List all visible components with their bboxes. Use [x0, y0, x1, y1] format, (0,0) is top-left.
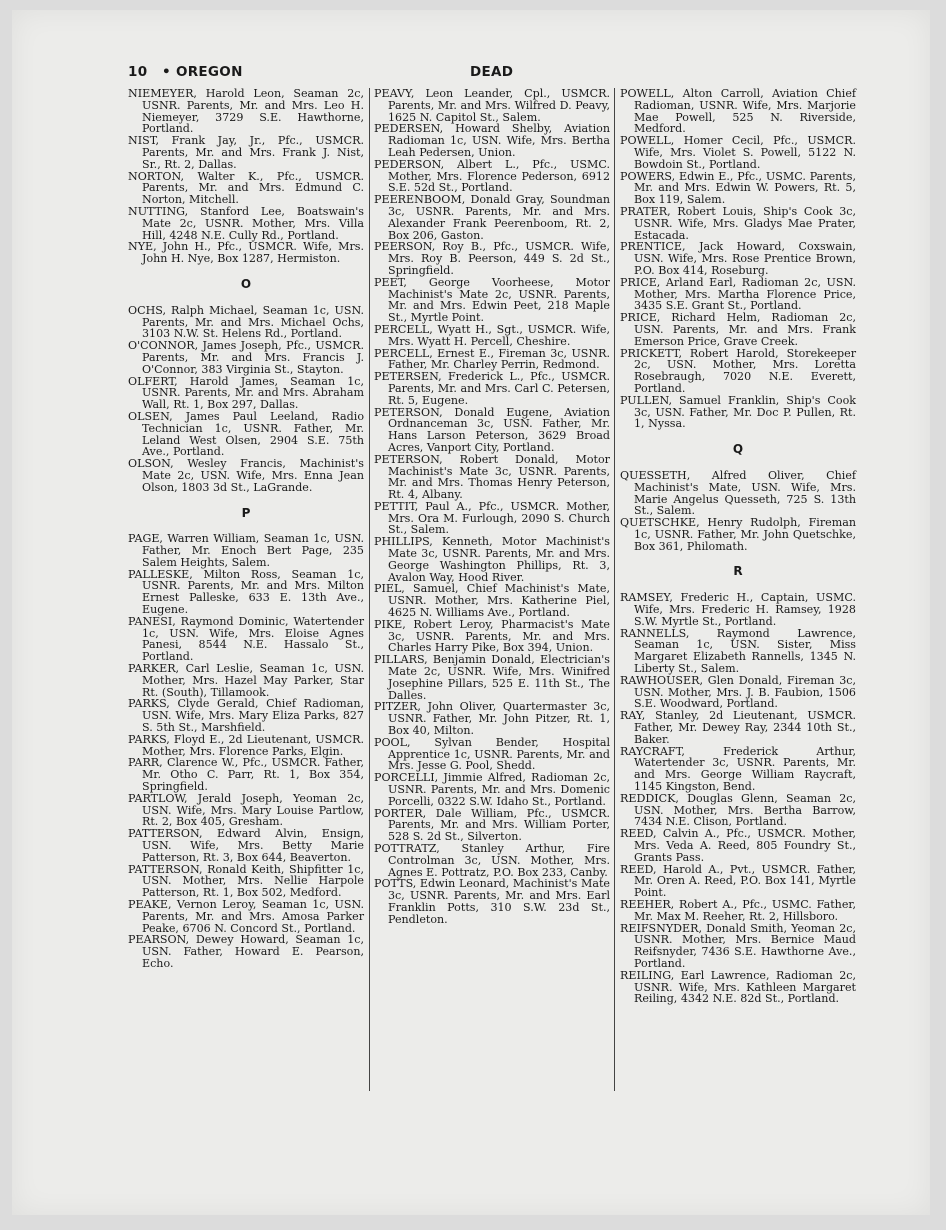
casualty-entry: NORTON, Walter K., Pfc., USMCR. Parents, Mr. and Mrs. Edmund C. Norton, Mitchell. [128, 169, 364, 207]
casualty-entry: OCHS, Ralph Michael, Seaman 1c, USN. Parents, Mr. and Mrs. Michael Ochs, 3103 N.W. St. Helens Rd., Portland. [128, 303, 364, 341]
casualty-entry: PRICE, Arland Earl, Radioman 2c, USN. Mother, Mrs. Martha Florence Price, 3435 S.E. Grant St., Portland. [620, 275, 856, 313]
casualty-entry: PEERSON, Roy B., Pfc., USMCR. Wife, Mrs. Roy B. Peerson, 449 S. 2d St., Springfield. [374, 240, 610, 277]
casualty-entry: REDDICK, Douglas Glenn, Seaman 2c, USN. Mother, Mrs. Bertha Barrow, 7434 N.E. Clison, Portland. [620, 791, 856, 829]
column-divider [369, 88, 370, 1091]
casualty-entry: PEAVY, Leon Leander, Cpl., USMCR. Parents, Mr. and Mrs. Wilfred D. Peavy, 1625 N. Capitol St., Salem. [374, 87, 610, 124]
casualty-entry: PEDERSEN, Howard Shelby, Aviation Radioman 1c, USN. Wife, Mrs. Bertha Leah Pedersen, Union. [374, 122, 610, 159]
casualty-entry: PANESI, Raymond Dominic, Watertender 1c, USN. Wife, Mrs. Eloise Agnes Panesi, 8544 N.E. Hassalo St., Portland. [128, 614, 364, 664]
casualty-entry: REED, Calvin A., Pfc., USMCR. Mother, Mrs. Veda A. Reed, 805 Foundry St., Grants Pass. [620, 827, 856, 864]
casualty-entry: REEHER, Robert A., Pfc., USMC. Father, Mr. Max M. Reeher, Rt. 2, Hillsboro. [620, 898, 856, 923]
casualty-entry: PETERSON, Donald Eugene, Aviation Ordnanceman 3c, USN. Father, Mr. Hans Larson Peterson, 3629 Broad Acres, Vanport City, Portland. [374, 405, 610, 454]
casualty-entry: POTTRATZ, Stanley Arthur, Fire Controlman 3c, USN. Mother, Mrs. Agnes E. Pottratz, P.O. Box 233, Canby. [374, 842, 610, 879]
casualty-entry: PULLEN, Samuel Franklin, Ship's Cook 3c, USN. Father, Mr. Doc P. Pullen, Rt. 1, Nyssa. [620, 393, 856, 431]
casualty-entry: RAY, Stanley, 2d Lieutenant, USMCR. Father, Mr. Dewey Ray, 2344 10th St., Baker. [620, 709, 856, 746]
letter-heading: R [733, 564, 743, 579]
casualty-entry: PARKER, Carl Leslie, Seaman 1c, USN. Mother, Mrs. Hazel May Parker, Star Rt. (South), Tillamook. [128, 662, 364, 699]
casualty-entry: PETTIT, Paul A., Pfc., USMCR. Mother, Mrs. Ora M. Furlough, 2090 S. Church St., Salem. [374, 499, 610, 537]
casualty-entry: PIEL, Samuel, Chief Machinist's Mate, USNR. Mother, Mrs. Katherine Piel, 4625 N. Williams Ave., Portland. [374, 582, 610, 620]
casualty-entry: PARTLOW, Jerald Joseph, Yeoman 2c, USN. Wife, Mrs. Mary Louise Partlow, Rt. 2, Box 405, Gresham. [128, 791, 364, 829]
casualty-entry: NIEMEYER, Harold Leon, Seaman 2c, USNR. Parents, Mr. and Mrs. Leo H. Niemeyer, 3729 S.E. Hawthorne, Portland. [128, 87, 364, 136]
casualty-entry: PRICE, Richard Helm, Radioman 2c, USN. Parents, Mr. and Mrs. Frank Emerson Price, Grave Creek. [620, 311, 856, 348]
casualty-entry: PERCELL, Wyatt H., Sgt., USMCR. Wife, Mrs. Wyatt H. Percell, Cheshire. [374, 322, 610, 348]
casualty-entry: POWELL, Homer Cecil, Pfc., USMCR. Wife, Mrs. Violet S. Powell, 5122 N. Bowdoin St., Portland. [620, 134, 856, 171]
casualty-entry: POOL, Sylvan Bender, Hospital Apprentice 1c, USNR. Parents, Mr. and Mrs. Jesse G. Pool, Shedd. [374, 735, 610, 773]
casualty-entry: QUESSETH, Alfred Oliver, Chief Machinist's Mate, USN. Wife, Mrs. Marie Angelus Quesseth, 725 S. 13th St., Salem. [620, 468, 856, 518]
casualty-entry: PRICKETT, Robert Harold, Storekeeper 2c, USN. Mother, Mrs. Loretta Rosebraugh, 7020 N.E. Everett, Portland. [620, 346, 856, 395]
casualty-entry: POTTS, Edwin Leonard, Machinist's Mate 3c, USNR. Parents, Mr. and Mrs. Earl Franklin Potts, 310 S.W. 23d St., Pendleton. [374, 877, 610, 926]
casualty-entry: NIST, Frank Jay, Jr., Pfc., USMCR. Parents, Mr. and Mrs. Frank J. Nist, Sr., Rt. 2, Dallas. [128, 134, 364, 171]
letter-heading: P [241, 505, 251, 520]
casualty-entry: PHILLIPS, Kenneth, Motor Machinist's Mate 3c, USNR. Parents, Mr. and Mrs. George Washington Phillips, Rt. 3, Avalon Way, Hood River. [374, 535, 610, 584]
casualty-entry: PITZER, John Oliver, Quartermaster 3c, USNR. Father, Mr. John Pitzer, Rt. 1, Box 40, Milton. [374, 700, 610, 738]
casualty-entry: PARR, Clarence W., Pfc., USMCR. Father, Mr. Otho C. Parr, Rt. 1, Box 354, Springfield. [128, 756, 364, 794]
column-1 [128, 88, 364, 970]
casualty-entry: PIKE, Robert Leroy, Pharmacist's Mate 3c, USNR. Parents, Mr. and Mrs. Charles Harry Pike, Box 394, Union. [374, 617, 610, 655]
page-number: 10 [128, 64, 148, 80]
casualty-entry: PATTERSON, Edward Alvin, Ensign, USN. Wife, Mrs. Betty Marie Patterson, Rt. 3, Box 644, Beaverton. [128, 827, 364, 864]
casualty-entry: REED, Harold A., Pvt., USMCR. Father, Mr. Oren A. Reed, P.O. Box 141, Myrtle Point. [620, 862, 856, 900]
casualty-entry: PEERENBOOM, Donald Gray, Soundman 3c, USNR. Parents, Mr. and Mrs. Alexander Frank Peerenboom, Rt. 2, Box 206, Gaston. [374, 193, 610, 242]
casualty-entry: RAWHOUSER, Glen Donald, Fireman 3c, USN. Mother, Mrs. J. B. Faubion, 1506 S.E. Woodward, Portland. [620, 673, 856, 711]
casualty-entry: PORCELLI, Jimmie Alfred, Radioman 2c, USNR. Parents, Mr. and Mrs. Domenic Porcelli, 0322 S.W. Idaho St., Portland. [374, 771, 610, 808]
section-title: DEAD [470, 64, 514, 80]
page-header [128, 64, 852, 82]
casualty-entry: O'CONNOR, James Joseph, Pfc., USMCR. Parents, Mr. and Mrs. Francis J. O'Connor, 383 Virginia St., Stayton. [128, 339, 364, 376]
casualty-entry: POWELL, Alton Carroll, Aviation Chief Radioman, USNR. Wife, Mrs. Marjorie Mae Powell, 525 N. Riverside, Medford. [620, 87, 856, 136]
state-name: OREGON [175, 64, 243, 80]
casualty-entry: PEAKE, Vernon Leroy, Seaman 1c, USN. Parents, Mr. and Mrs. Amosa Parker Peake, 6706 N. Concord St., Portland. [128, 898, 364, 935]
casualty-entry: PERCELL, Ernest E., Fireman 3c, USNR. Father, Mr. Charley Perrin, Redmond. [374, 346, 610, 372]
casualty-entry: RAYCRAFT, Frederick Arthur, Watertender 3c, USNR. Parents, Mr. and Mrs. George William Raycraft, 1145 Kingston, Bend. [620, 744, 856, 794]
letter-heading: O [240, 276, 252, 291]
casualty-entry: OLFERT, Harold James, Seaman 1c, USNR. Parents, Mr. and Mrs. Abraham Wall, Rt. 1, Box 297, Dallas. [128, 374, 364, 412]
column-3 [620, 88, 856, 1005]
state-heading [162, 64, 243, 80]
casualty-entry: POWERS, Edwin E., Pfc., USMC. Parents, Mr. and Mrs. Edwin W. Powers, Rt. 5, Box 119, Salem. [620, 169, 856, 207]
header-bullet: • [162, 64, 171, 80]
casualty-entry: REIFSNYDER, Donald Smith, Yeoman 2c, USNR. Mother, Mrs. Bernice Maud Reifsnyder, 7436 S.E. Hawthorne Ave., Portland. [620, 921, 856, 970]
column-2 [374, 88, 610, 926]
casualty-entry: PALLESKE, Milton Ross, Seaman 1c, USNR. Parents, Mr. and Mrs. Milton Ernest Palleske, 633 E. 13th Ave., Eugene. [128, 567, 364, 617]
casualty-entry: PEARSON, Dewey Howard, Seaman 1c, USN. Father, Howard E. Pearson, Echo. [128, 933, 364, 970]
casualty-entry: PETERSEN, Frederick L., Pfc., USMCR. Parents, Mr. and Mrs. Carl C. Petersen, Rt. 5, Eugene. [374, 370, 610, 407]
casualty-entry: PORTER, Dale William, Pfc., USMCR. Parents, Mr. and Mrs. William Porter, 528 S. 2d St., Silverton. [374, 806, 610, 844]
casualty-entry: OLSON, Wesley Francis, Machinist's Mate 2c, USN. Wife, Mrs. Enna Jean Olson, 1803 3d St., LaGrande. [128, 457, 364, 494]
letter-heading: Q [732, 442, 744, 457]
casualty-entry: RANNELLS, Raymond Lawrence, Seaman 1c, USN. Sister, Miss Margaret Elizabeth Rannells, 1345 N. Liberty St., Salem. [620, 626, 856, 676]
casualty-entry: PRATER, Robert Louis, Ship's Cook 3c, USNR. Wife, Mrs. Gladys Mae Prater, Estacada. [620, 204, 856, 242]
casualty-entry: PARKS, Clyde Gerald, Chief Radioman, USN. Wife, Mrs. Mary Eliza Parks, 827 S. 5th St., Marshfield. [128, 697, 364, 735]
column-divider [614, 88, 615, 1091]
casualty-entry: PRENTICE, Jack Howard, Coxswain, USN. Wife, Mrs. Rose Prentice Brown, P.O. Box 414, Roseburg. [620, 240, 856, 277]
casualty-entry: NYE, John H., Pfc., USMCR. Wife, Mrs. John H. Nye, Box 1287, Hermiston. [128, 240, 364, 266]
casualty-entry: QUETSCHKE, Henry Rudolph, Fireman 1c, USNR. Father, Mr. John Quetschke, Box 361, Philomath. [620, 516, 856, 553]
casualty-entry: RAMSEY, Frederic H., Captain, USMC. Wife, Mrs. Frederic H. Ramsey, 1928 S.W. Myrtle St., Portland. [620, 591, 856, 628]
casualty-entry: PETERSON, Robert Donald, Motor Machinist's Mate 3c, USNR. Parents, Mr. and Mrs. Thomas Henry Peterson, Rt. 4, Albany. [374, 452, 610, 502]
casualty-entry: PILLARS, Benjamin Donald, Electrician's Mate 2c, USNR. Wife, Mrs. Winifred Josephine Pillars, 525 E. 11th St., The Dalles. [374, 653, 610, 702]
casualty-entry: PEDERSON, Albert L., Pfc., USMC. Mother, Mrs. Florence Pederson, 6912 S.E. 52d St., Portland. [374, 157, 610, 195]
casualty-entry: NUTTING, Stanford Lee, Boatswain's Mate 2c, USNR. Mother, Mrs. Villa Hill, 4248 N.E. Cully Rd., Portland. [128, 204, 364, 242]
casualty-entry: PEET, George Voorheese, Motor Machinist's Mate 2c, USNR. Parents, Mr. and Mrs. Edwin Peet, 218 Maple St., Myrtle Point. [374, 275, 610, 325]
casualty-entry: PARKS, Floyd E., 2d Lieutenant, USMCR. Mother, Mrs. Florence Parks, Elgin. [128, 732, 364, 758]
casualty-entry: OLSEN, James Paul Leeland, Radio Technician 1c, USNR. Father, Mr. Leland West Olsen, 2904 S.E. 75th Ave., Portland. [128, 409, 364, 459]
casualty-entry: PATTERSON, Ronald Keith, Shipfitter 1c, USN. Mother, Mrs. Nellie Harpole Patterson, Rt. 1, Box 502, Medford. [128, 862, 364, 900]
casualty-entry: PAGE, Warren William, Seaman 1c, USN. Father, Mr. Enoch Bert Page, 235 Salem Heights, Salem. [128, 532, 364, 569]
casualty-entry: REILING, Earl Lawrence, Radioman 2c, USNR. Wife, Mrs. Kathleen Margaret Reiling, 4342 N.E. 82d St., Portland. [620, 968, 856, 1006]
